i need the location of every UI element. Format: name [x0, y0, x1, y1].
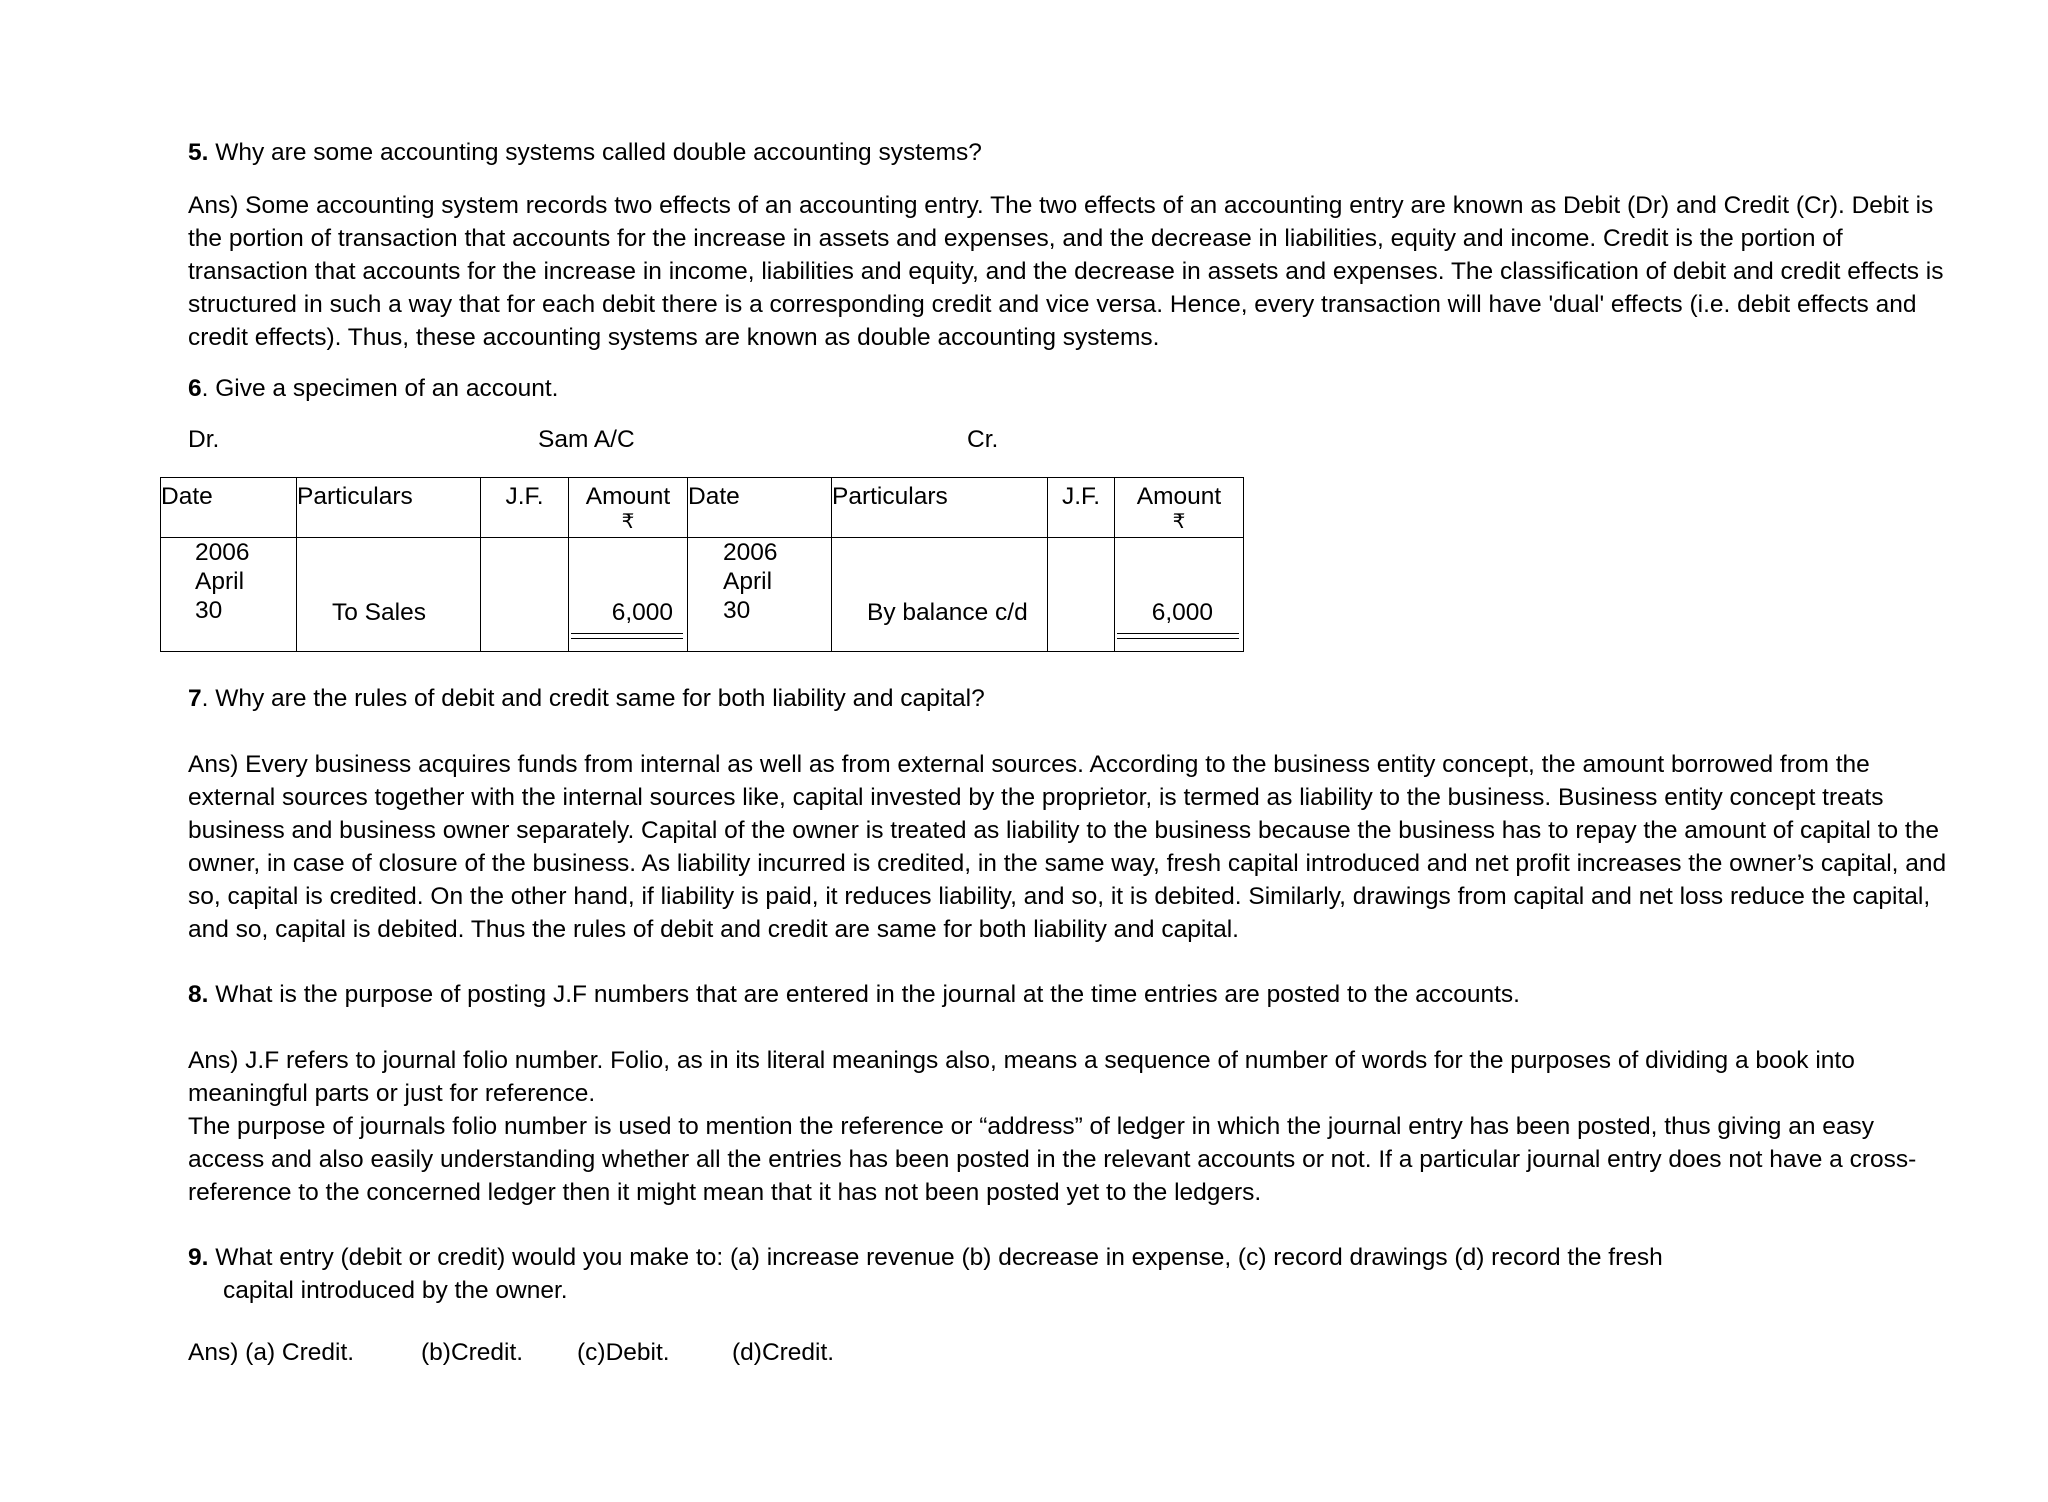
ledger-entry-row: [161, 538, 1244, 652]
header-date: Date: [161, 478, 297, 538]
question-number: 6: [188, 375, 202, 402]
header-particulars: Particulars: [832, 478, 1048, 538]
question-text: What is the purpose of posting J.F numbers that are entered in the journal at the time entries are posted to the accounts.: [208, 981, 1520, 1008]
header-date: Date: [688, 478, 832, 538]
entry-amount: 6,000: [1115, 538, 1244, 652]
answer-line: business and business owner separately. Capital of the owner is treated as liability to the business because the business has to repay the amount of capital to the: [188, 817, 1939, 844]
question-text: Why are some accounting systems called double accounting systems?: [208, 139, 982, 166]
answer-c: (c)Debit.: [577, 1339, 670, 1366]
question-8: [188, 978, 1988, 1011]
entry-amount: 6,000: [569, 538, 688, 652]
question-6: [188, 372, 1988, 405]
answer-line: and so, capital is debited. Thus the rules of debit and credit are same for both liability and capital.: [188, 916, 1239, 943]
entry-particulars: By balance c/d: [832, 538, 1048, 652]
question-text-continued: capital introduced by the owner.: [223, 1277, 568, 1304]
answer-a: Ans) (a) Credit.: [188, 1339, 355, 1366]
answer-line: credit effects). Thus, these accounting systems are known as double accounting systems.: [188, 324, 1160, 351]
question-number: 7: [188, 685, 202, 712]
answer-d: (d)Credit.: [732, 1339, 835, 1366]
double-underline: [1117, 633, 1239, 639]
answer-line: owner, in case of closure of the business. As liability incurred is credited, in the same way, fresh capital introduced and net profit increases the owner’s capital, and: [188, 850, 1947, 877]
ledger-header-row: [161, 478, 1244, 538]
ledger-table: [160, 477, 1244, 652]
entry-date: 2006 April 30: [161, 538, 297, 652]
header-amount: Amount ₹: [1115, 478, 1244, 538]
answer-line: the portion of transaction that accounts for the increase in assets and expenses, and the decrease in liabilities, equity and income. Credit is the portion of: [188, 225, 1843, 252]
answer-line: access and also easily understanding whether all the entries has been posted in the relevant accounts or not. If a particular journal entry does not have a cross-: [188, 1146, 1917, 1173]
answer-line: reference to the concerned ledger then it might mean that it has not been posted yet to the ledgers.: [188, 1179, 1262, 1206]
answer-line: structured in such a way that for each debit there is a corresponding credit and vice versa. Hence, every transaction will have 'dual' effects (i.e. debit effects and: [188, 291, 1917, 318]
answer-line: external sources together with the internal sources like, capital invested by the proprietor, is termed as liability to the business. Business entity concept treats: [188, 784, 1884, 811]
question-9: [188, 1241, 1988, 1307]
question-text: . Why are the rules of debit and credit same for both liability and capital?: [201, 685, 985, 712]
answer-line: Ans) J.F refers to journal folio number. Folio, as in its literal meanings also, means a sequence of number of words for the purposes of dividing a book into: [188, 1047, 1855, 1074]
ledger-account-title: Sam A/C: [538, 426, 635, 453]
header-jf: J.F.: [1048, 478, 1115, 538]
entry-particulars: To Sales: [297, 538, 481, 652]
question-5: [188, 136, 1988, 169]
header-particulars: Particulars: [297, 478, 481, 538]
answer-b: (b)Credit.: [421, 1339, 524, 1366]
question-7: [188, 682, 1988, 715]
answer-line: Ans) Every business acquires funds from internal as well as from external sources. According to the business entity concept, the amount borrowed from the: [188, 751, 1870, 778]
answer-line: so, capital is credited. On the other hand, if liability is paid, it reduces liability, and so, it is debited. Similarly, drawings from capital and net loss reduce the capital,: [188, 883, 1931, 910]
entry-jf: [1048, 538, 1115, 652]
entry-jf: [481, 538, 569, 652]
answer-line: The purpose of journals folio number is used to mention the reference or “address” of ledger in which the journal entry has been posted, thus giving an easy: [188, 1113, 1875, 1140]
answer-8: [188, 1044, 1988, 1209]
answer-line: meaningful parts or just for reference.: [188, 1080, 596, 1107]
answer-line: Ans) Some accounting system records two effects of an accounting entry. The two effects of an accounting entry are known as Debit (Dr) and Credit (Cr). Debit is: [188, 192, 1934, 219]
header-amount: Amount ₹: [569, 478, 688, 538]
ledger-dr-label: Dr.: [188, 426, 220, 453]
answer-5: [188, 189, 1988, 354]
question-number: 8.: [188, 981, 209, 1008]
rupee-icon: ₹: [621, 511, 635, 533]
answer-7: [188, 748, 1988, 946]
rupee-icon: ₹: [1172, 511, 1186, 533]
ledger-heading: [188, 423, 1388, 456]
question-number: 5.: [188, 139, 209, 166]
double-underline: [571, 633, 683, 639]
answer-line: transaction that accounts for the increase in income, liabilities and equity, and the decrease in assets and expenses. The classification of debit and credit effects is: [188, 258, 1944, 285]
question-number: 9.: [188, 1244, 209, 1271]
question-text: . Give a specimen of an account.: [201, 375, 559, 402]
header-jf: J.F.: [481, 478, 569, 538]
question-text: What entry (debit or credit) would you make to: (a) increase revenue (b) decrease in expense, (c) record drawings (d) record the fresh: [208, 1244, 1663, 1271]
entry-date: 2006 April 30: [688, 538, 832, 652]
ledger-cr-label: Cr.: [967, 426, 999, 453]
